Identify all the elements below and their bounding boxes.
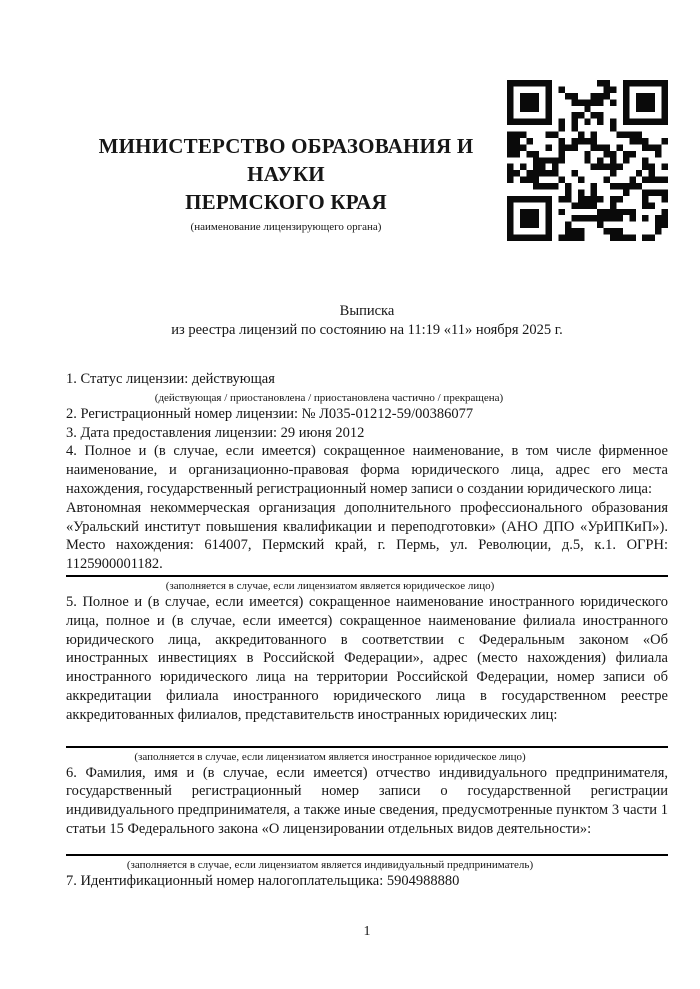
item-license-status-caption: (действующая / приостановлена / приостановлена частично / прекращена) [154, 391, 504, 404]
foreign-entity-empty-field [66, 725, 668, 745]
item-entrepreneur-caption: (заполняется в случае, если лицензиатом является индивидуальный предприниматель) [126, 858, 534, 871]
document-title-line2: из реестра лицензий по состоянию на 11:19 «11» ноября 2025 г. [171, 322, 563, 338]
item-registration-number: 2. Регистрационный номер лицензии: № Л035-01212-59/00386077 [66, 405, 474, 422]
licensing-authority-name [66, 132, 506, 216]
fill-line-legal-entity [66, 575, 668, 577]
licensing-authority-name-line2: ПЕРМСКОГО КРАЯ [185, 190, 387, 214]
item-legal-entity-value: Автономная некоммерческая организация дополнительного профессионального образования «Уральский институт повышения квалификации и переподготовки» (АНО ДПО «УрИПКиП»). Место нахождения: 614007, Пермский край, г. Пермь, ул. Революции, д.5, к.1. ОГРН: 1125900001182. [66, 499, 668, 573]
licensing-authority-block [66, 132, 506, 234]
fill-line-entrepreneur [66, 854, 668, 856]
page-number: 1 [363, 924, 371, 939]
document-title-line1: Выписка [339, 303, 395, 319]
item-taxpayer-number: 7. Идентификационный номер налогоплательщика: 5904988880 [66, 872, 460, 889]
item-foreign-entity-caption: (заполняется в случае, если лицензиатом является иностранное юридическое лицо) [134, 750, 526, 763]
fill-line-foreign-entity [66, 746, 668, 748]
entrepreneur-empty-field [66, 839, 668, 853]
item-legal-entity-caption: (заполняется в случае, если лицензиатом является юридическое лицо) [165, 579, 495, 592]
item-legal-entity-label: 4. Полное и (в случае, если имеется) сокращенное наименование, в том числе фирменное наименование, и организационно-правовая форма юридического лица, адрес его места нахождения, государственный регистрационный номер записи о создании юридического лица: [66, 443, 668, 497]
qr-code-icon [507, 80, 668, 241]
item-license-status: 1. Статус лицензии: действующая [66, 371, 275, 387]
document-header [66, 80, 668, 250]
item-entrepreneur-label: 6. Фамилия, имя и (в случае, если имеется) отчество индивидуального предпринимателя, государственный регистрационный номер записи о государственной регистрации индивидуального предпринимателя, а также иные сведения, предусмотренные пунктом 3 части 1 статьи 15 Федерального закона «О лицензировании отдельных видов деятельности»: [66, 764, 668, 837]
extract-items [66, 370, 668, 891]
licensing-authority-name-line1: МИНИСТЕРСТВО ОБРАЗОВАНИЯ И НАУКИ [98, 134, 474, 186]
document-title [66, 302, 668, 340]
item-foreign-entity-label: 5. Полное и (в случае, если имеется) сокращенное наименование иностранного юридического лица, полное и (в случае, если имеется) сокращенное наименование филиала иностранного юридического лица, аккредитованного в соответствии с Федеральным законом «Об иностранных инвестициях в Российской Федерации», адрес (место нахождения) филиала иностранного юридического лица на территории Российской Федерации, номер записи об аккредитации филиала иностранного юридического лица в государственном реестре аккредитованных филиалов, представительств иностранных юридических лиц: [66, 593, 668, 723]
item-license-grant-date: 3. Дата предоставления лицензии: 29 июня 2012 [66, 424, 365, 441]
licensing-authority-caption: (наименование лицензирующего органа) [190, 221, 382, 233]
